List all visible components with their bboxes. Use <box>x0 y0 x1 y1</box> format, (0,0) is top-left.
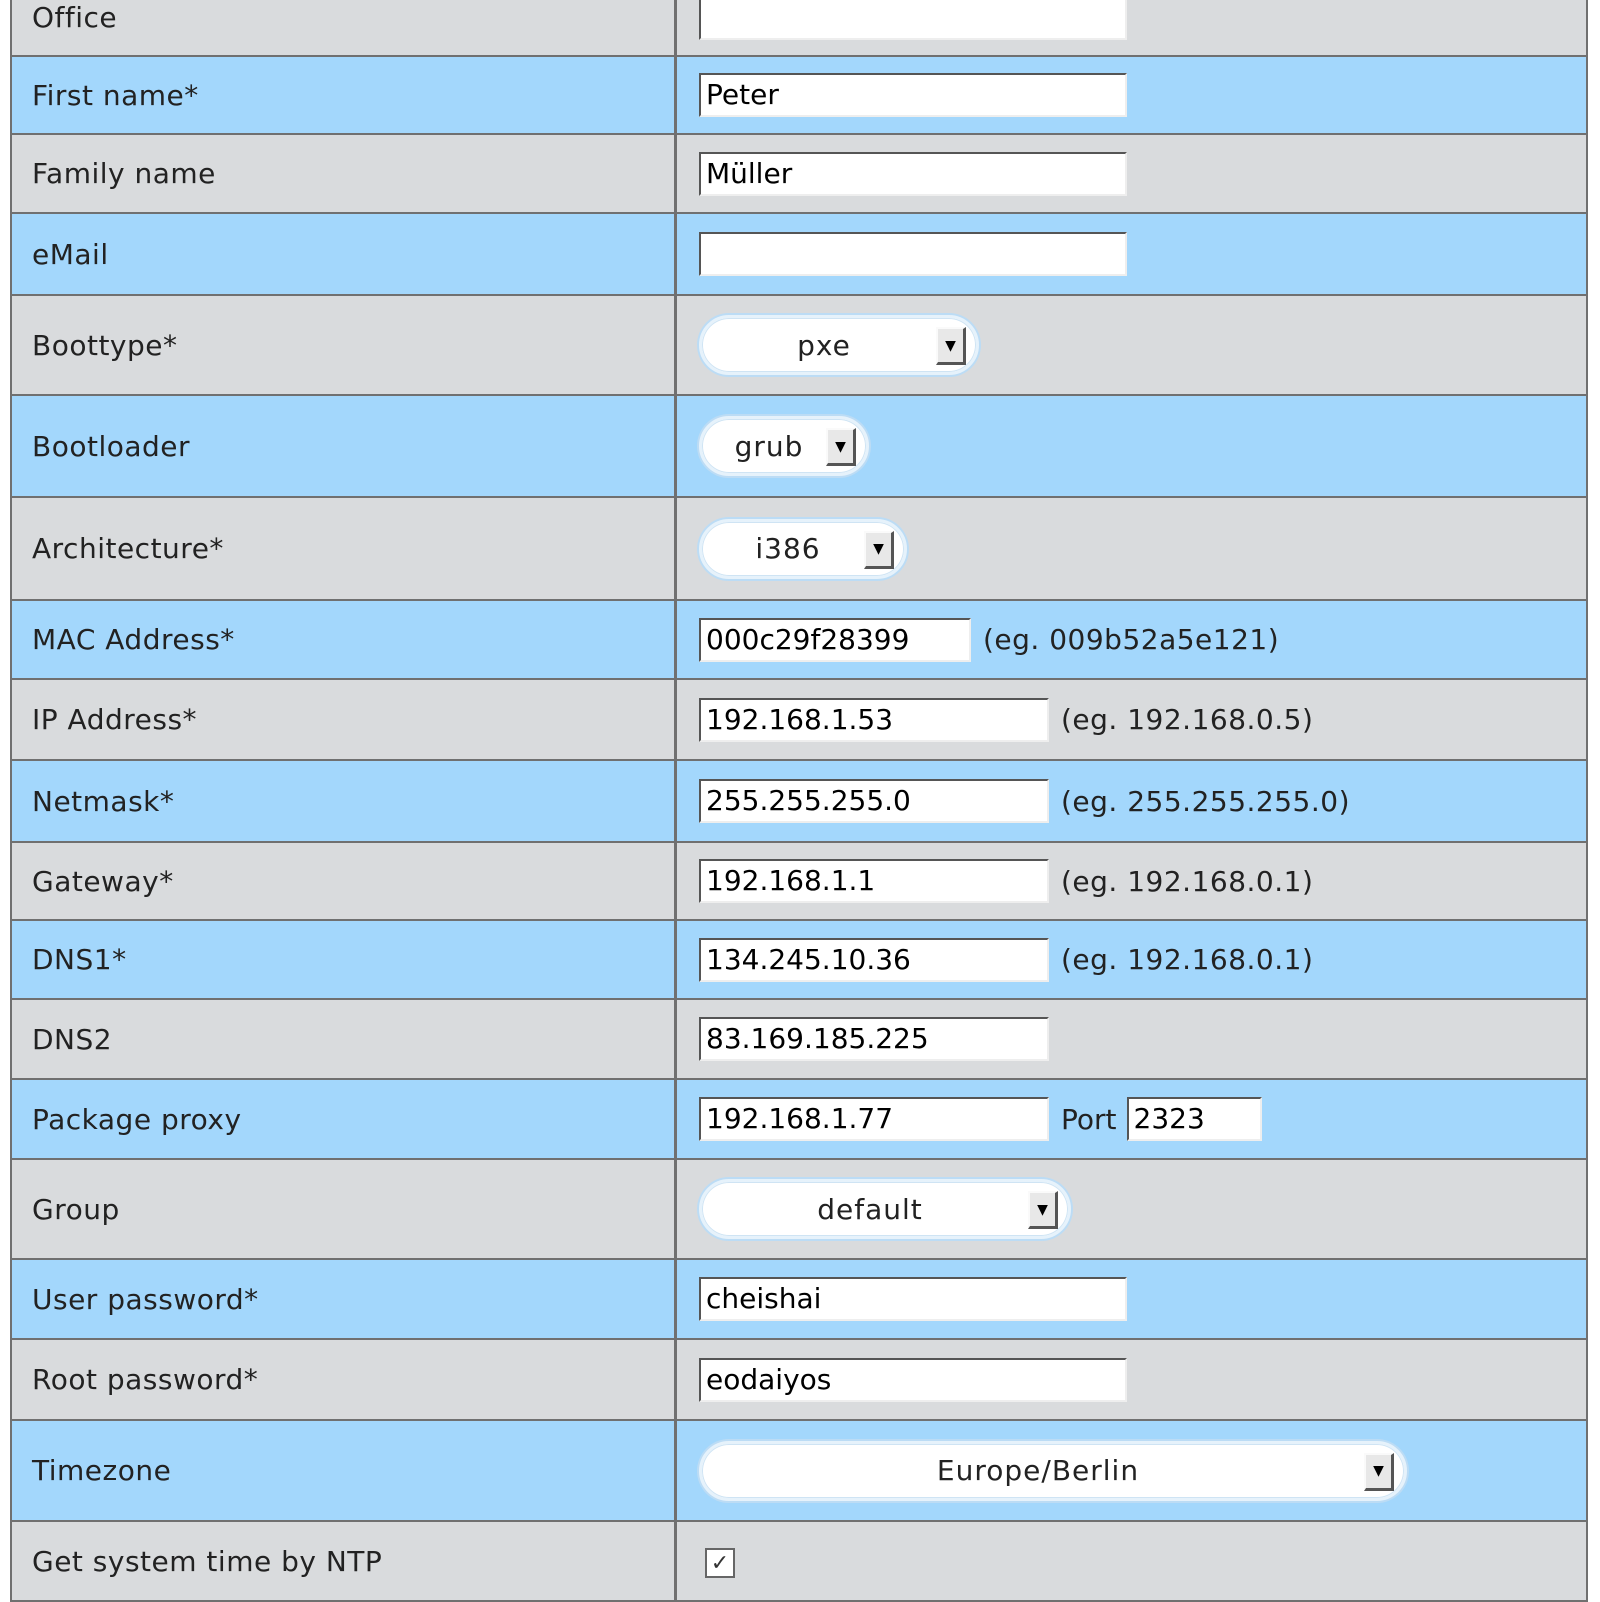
architecture-select[interactable] <box>699 519 907 579</box>
dropdown-arrow-icon[interactable]: ▼ <box>864 531 894 569</box>
dns2-input[interactable]: 83.169.185.225 <box>699 1017 1049 1061</box>
dropdown-arrow-icon[interactable]: ▼ <box>826 428 856 466</box>
row-user-password <box>10 1260 1588 1340</box>
row-timezone <box>10 1421 1588 1522</box>
row-boottype <box>10 296 1588 396</box>
group-label: Group <box>12 1160 677 1258</box>
mac-address-hint: (eg. 009b52a5e121) <box>983 623 1280 656</box>
timezone-selected-value: Europe/Berlin <box>936 1454 1140 1487</box>
timezone-label: Timezone <box>12 1421 677 1520</box>
row-family-name <box>10 135 1588 214</box>
ip-address-input[interactable]: 192.168.1.53 <box>699 698 1049 742</box>
gateway-input[interactable]: 192.168.1.1 <box>699 859 1049 903</box>
bootloader-label: Bootloader <box>12 396 677 496</box>
row-bootloader <box>10 396 1588 498</box>
dns2-label: DNS2 <box>12 1000 677 1078</box>
row-package-proxy <box>10 1080 1588 1160</box>
row-root-password <box>10 1340 1588 1421</box>
netmask-hint: (eg. 255.255.255.0) <box>1061 784 1350 818</box>
package-proxy-input[interactable]: 192.168.1.77 <box>699 1097 1049 1141</box>
family-name-label: Family name <box>12 135 677 212</box>
netmask-label: Netmask* <box>12 761 677 841</box>
netmask-input[interactable]: 255.255.255.0 <box>699 779 1049 823</box>
email-input[interactable] <box>699 232 1127 276</box>
bootloader-select[interactable] <box>699 416 869 476</box>
row-gateway <box>10 843 1588 921</box>
row-office <box>10 0 1588 57</box>
mac-address-input[interactable]: 000c29f28399 <box>699 618 971 662</box>
row-ip-address <box>10 680 1588 761</box>
gateway-hint: (eg. 192.168.0.1) <box>1061 864 1314 898</box>
boottype-selected-value: pxe <box>797 328 851 362</box>
first-name-label: First name* <box>12 57 677 133</box>
row-netmask <box>10 761 1588 843</box>
architecture-selected-value: i386 <box>755 532 821 565</box>
port-input[interactable]: 2323 <box>1127 1097 1262 1141</box>
row-email <box>10 214 1588 296</box>
first-name-input[interactable]: Peter <box>699 73 1127 117</box>
root-password-input[interactable]: eodaiyos <box>699 1358 1127 1402</box>
row-group <box>10 1160 1588 1260</box>
boottype-select[interactable] <box>699 315 979 375</box>
row-dns2 <box>10 1000 1588 1080</box>
office-input[interactable] <box>699 0 1127 40</box>
timezone-select[interactable] <box>699 1441 1407 1501</box>
dropdown-arrow-icon[interactable]: ▼ <box>1364 1453 1394 1491</box>
mac-address-label: MAC Address* <box>12 601 677 678</box>
row-dns1 <box>10 921 1588 1000</box>
row-mac-address <box>10 601 1588 680</box>
bootloader-selected-value: grub <box>734 429 804 463</box>
group-select[interactable] <box>699 1179 1071 1239</box>
dns1-hint: (eg. 192.168.0.1) <box>1061 943 1314 976</box>
architecture-label: Architecture* <box>12 498 677 599</box>
ip-address-label: IP Address* <box>12 680 677 759</box>
row-architecture <box>10 498 1588 601</box>
client-settings-form <box>10 0 1588 1602</box>
user-password-label: User password* <box>12 1260 677 1338</box>
ip-address-hint: (eg. 192.168.0.5) <box>1061 703 1314 736</box>
gateway-label: Gateway* <box>12 843 677 919</box>
dns1-label: DNS1* <box>12 921 677 998</box>
ntp-checkbox[interactable]: ✓ <box>705 1548 735 1578</box>
dropdown-arrow-icon[interactable]: ▼ <box>1028 1191 1058 1229</box>
dropdown-arrow-icon[interactable]: ▼ <box>936 327 966 365</box>
family-name-input[interactable]: Müller <box>699 152 1127 196</box>
row-ntp <box>10 1522 1588 1602</box>
row-first-name <box>10 57 1588 135</box>
port-label: Port <box>1061 1102 1117 1136</box>
boottype-label: Boottype* <box>12 296 677 394</box>
root-password-label: Root password* <box>12 1340 677 1419</box>
office-label: Office <box>12 0 677 55</box>
group-selected-value: default <box>817 1192 923 1226</box>
user-password-input[interactable]: cheishai <box>699 1277 1127 1321</box>
package-proxy-label: Package proxy <box>12 1080 677 1158</box>
dns1-input[interactable]: 134.245.10.36 <box>699 938 1049 982</box>
ntp-label: Get system time by NTP <box>12 1522 677 1600</box>
email-label: eMail <box>12 214 677 294</box>
